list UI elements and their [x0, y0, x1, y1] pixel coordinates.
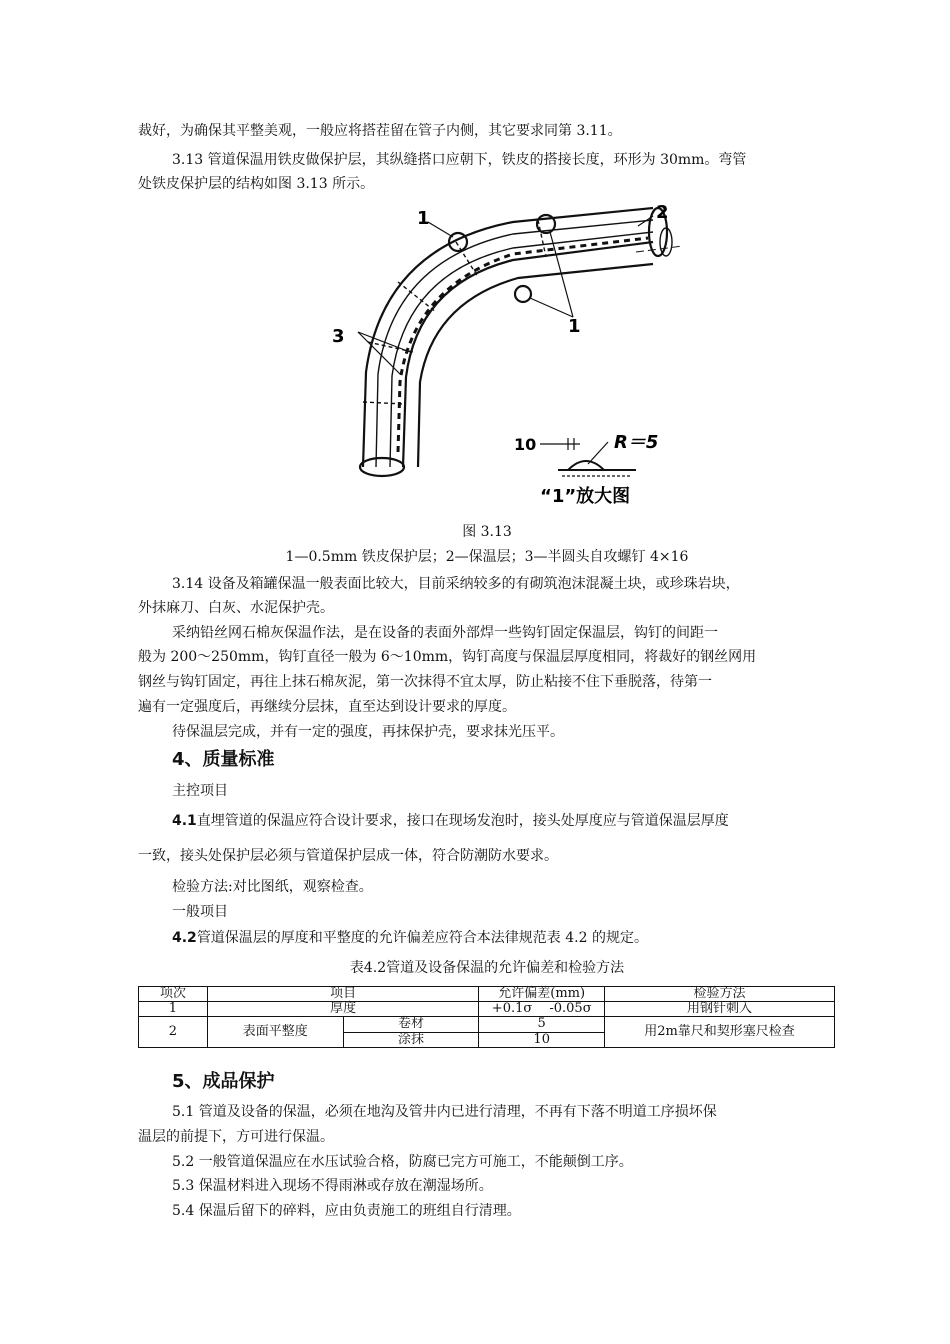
- header-method: 检验方法: [605, 987, 835, 1002]
- general-items-label: 一般项目: [172, 904, 228, 920]
- figure-legend: 1—0.5mm 铁皮保护层；2—保温层；3—半圆头自攻螺钉 4×16: [285, 549, 689, 565]
- figure-caption: 图 3.13: [462, 524, 512, 540]
- item-5-2: 5.2 一般管道保温应在水压试验合格，防腐已完方可施工，不能颠倒工序。: [172, 1154, 633, 1170]
- tolerance-table: [138, 986, 835, 1048]
- paragraph-wire-mesh-line3: 钢丝与钩钉固定，再往上抹石棉灰泥，第一次抹得不宜太厚，防止粘接不住下垂脱落，待第一: [138, 674, 712, 690]
- item-4-1-number: 4.1: [172, 813, 197, 829]
- label-zoom: “1”放大图: [540, 486, 631, 507]
- header-no: 项次: [139, 987, 208, 1002]
- header-tolerance: 允许偏差(mm): [479, 987, 605, 1002]
- paragraph-3-12-end: 裁好，为确保其平整美观，一般应将搭茬留在管子内侧，其它要求同第 3.11。: [138, 123, 622, 139]
- section-4-heading: 4、质量标准: [172, 749, 275, 770]
- row1-method: 用钢针刺入: [605, 1002, 835, 1017]
- row2-no: 2: [139, 1017, 208, 1048]
- table-title: 表4.2管道及设备保温的允许偏差和检验方法: [349, 960, 625, 976]
- row2-sub2: 涂抹: [343, 1032, 479, 1048]
- section-5-heading: 5、成品保护: [172, 1071, 275, 1092]
- label-3: 3: [332, 326, 345, 347]
- item-5-4: 5.4 保温后留下的碎料，应由负责施工的班组自行清理。: [172, 1203, 521, 1219]
- item-4-1-line2: 一致，接头处保护层必须与管道保护层成一体，符合防潮防水要求。: [138, 848, 558, 864]
- paragraph-wire-mesh-line2: 般为 200～250mm，钩钉直径一般为 6～10mm，钩钉高度与保温层厚度相同，将裁好的钢丝网用: [138, 649, 757, 665]
- row1-no: 1: [139, 1002, 208, 1017]
- label-10: 10: [514, 435, 537, 454]
- table-header-row: [139, 987, 835, 1002]
- item-4-1-line1: [172, 811, 729, 831]
- inspection-method: 检验方法:对比图纸，观察检查。: [172, 879, 373, 895]
- paragraph-3-13-line2: 处铁皮保护层的结构如图 3.13 所示。: [138, 176, 375, 192]
- paragraph-3-13-line1: 3.13 管道保温用铁皮做保护层，其纵缝搭口应朝下，铁皮的搭接长度，环形为 30mm。弯管: [172, 152, 747, 168]
- item-4-2-text: 管道保温层的厚度和平整度的允许偏差应符合本法律规范表 4.2 的规定。: [196, 930, 648, 946]
- row2-sub1: 卷材: [343, 1017, 479, 1033]
- item-5-3: 5.3 保温材料进入现场不得雨淋或存放在潮湿场所。: [172, 1178, 493, 1194]
- elbow-pipe-figure: [318, 202, 698, 512]
- row2-tol1: 5: [479, 1017, 605, 1033]
- row2-item: 表面平整度: [207, 1017, 343, 1048]
- row1-tolerance: +0.1σ -0.05σ: [479, 1002, 605, 1017]
- paragraph-protective-shell: 待保温层完成，并有一定的强度，再抹保护壳，要求抹光压平。: [172, 724, 564, 740]
- header-item: 项目: [207, 987, 479, 1002]
- table-row: [139, 1017, 835, 1033]
- row2-tol2: 10: [479, 1032, 605, 1048]
- label-r: R＝5: [614, 432, 659, 453]
- main-items-label: 主控项目: [172, 783, 228, 799]
- paragraph-3-14-line2: 外抹麻刀、白灰、水泥保护壳。: [138, 600, 334, 616]
- row2-method: 用2m靠尺和契形塞尺检查: [605, 1017, 835, 1048]
- paragraph-3-14-line1: 3.14 设备及箱罐保温一般表面比较大，目前采纳较多的有砌筑泡沫混凝土块，或珍珠岩块，: [172, 576, 740, 592]
- paragraph-wire-mesh-line4: 遍有一定强度后，再继续分层抹，直至达到设计要求的厚度。: [138, 699, 516, 715]
- item-4-2-number: 4.2: [172, 930, 197, 946]
- table-row: [139, 1002, 835, 1017]
- item-4-2: [172, 928, 648, 948]
- label-2: 2: [656, 202, 669, 223]
- item-5-1-line2: 温层的前提下，方可进行保温。: [138, 1129, 334, 1145]
- row1-item: 厚度: [207, 1002, 479, 1017]
- item-4-1-text: 直埋管道的保温应符合设计要求，接口在现场发泡时，接头处厚度应与管道保温层厚度: [196, 813, 729, 829]
- item-5-1-line1: 5.1 管道及设备的保温，必须在地沟及管井内已进行清理，不再有下落不明道工序损坏保: [172, 1104, 717, 1120]
- paragraph-wire-mesh-line1: 采纳铅丝网石棉灰保温作法，是在设备的表面外部焊一些钩钉固定保温层，钩钉的间距一: [172, 625, 718, 641]
- label-1-right: 1: [568, 316, 581, 337]
- label-1-top: 1: [417, 208, 430, 229]
